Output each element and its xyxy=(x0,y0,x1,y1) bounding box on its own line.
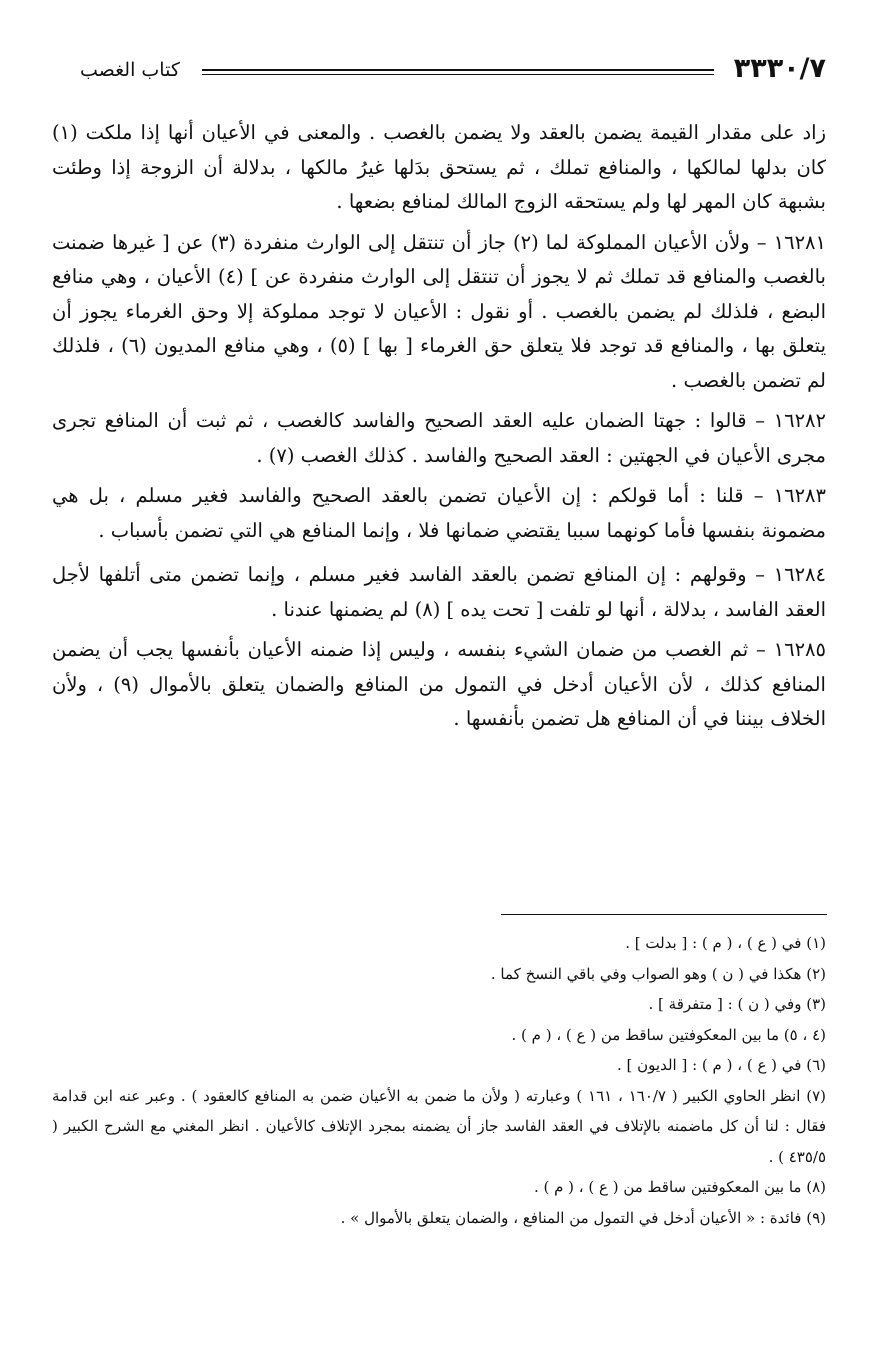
footnote: (٨) ما بين المعكوفتين ساقط من ( ع ) ، ( م ) . xyxy=(533,1178,826,1196)
book-title: كتاب الغصب xyxy=(80,59,180,81)
paragraph: ١٦٢٨١ – ولأن الأعيان المملوكة لما (٢) جاز أن تنتقل إلى الوارث منفردة (٣) عن [ غيرها ضمنت بالغصب والمنافع قد تملك ثم لا يجوز أن تنتقل إلى الوارث منفردة عن ] (٤) الأعيان ، وهي منافع البضع ، فلذلك لم يضمن بالغصب . أو نقول : الأعيان لا توجد مملوكة إلا وحق الغرماء يجوز أن يتعلق بها ، والمنافع قد توجد فلا يتعلق حق الغرماء [ بها ] (٥) ، وهي منافع المديون (٦) ، فلذلك لم تضمن بالغصب . xyxy=(52,230,826,392)
footnotes xyxy=(52,928,826,1233)
paragraph: ١٦٢٨٥ – ثم الغصب من ضمان الشيء بنفسه ، وليس إذا ضمنه الأعيان بأنفسها يجب أن يضمن المنافع كذلك ، لأن الأعيان أدخل في التمول من المنافع والضمان يتعلق بالأموال (٩) ، ولأن الخلاف بيننا في أن المنافع هل تضمن بأنفسها . xyxy=(52,638,826,730)
page-number: ٣٣٣٠/٧ xyxy=(733,53,826,84)
header-rule xyxy=(202,69,714,71)
paragraph: ١٦٢٨٢ – قالوا : جهتا الضمان عليه العقد الصحيح والفاسد كالغصب ، ثم ثبت أن المنافع تجرى مجرى الأعيان في الجهتين : العقد الصحيح والفاسد . كذلك الغصب (٧) . xyxy=(52,409,826,467)
footnote: (٦) في ( ع ) ، ( م ) : [ الديون ] . xyxy=(617,1056,826,1074)
header-rule-thin xyxy=(202,74,714,75)
footnote-separator xyxy=(501,914,827,915)
footnote: (٢) هكذا في ( ن ) وهو الصواب وفي باقي النسخ كما . xyxy=(490,964,826,983)
footnote: (٧) انظر الحاوي الكبير ( ١٦٠/٧ ، ١٦١ ) وعبارته ( ولأن ما ضمن به الأعيان ضمن به المنافع كالعقود ) . وعبر عنه ابن قدامة فقال : لنا أن كل ماضمنه بالإتلاف في العقد الفاسد جاز أن يضمنه بمجرد الإتلاف كالأعيان . انظر المغني مع الشرح الكبير ( ٤٣٥/٥ ) . xyxy=(52,1086,826,1166)
paragraph: ١٦٢٨٤ – وقولهم : إن المنافع تضمن بالعقد الفاسد فغير مسلم ، وإنما تضمن متى أتلفها لأجل العقد الفاسد ، بدلالة ، أنها لو تلفت [ تحت يده ] (٨) لم يضمنها عندنا . xyxy=(52,563,826,621)
footnote: (٣) وفي ( ن ) : [ متفرقة ] . xyxy=(648,995,826,1013)
footnote: (٤ ، ٥) ما بين المعكوفتين ساقط من ( ع ) ، ( م ) . xyxy=(511,1025,826,1044)
paragraph: زاد على مقدار القيمة يضمن بالعقد ولا يضمن بالغصب . والمعنى في الأعيان أنها إذا ملكت (١) كان بدلها لمالكها ، والمنافع تملك ، ثم يستحق بدَلها غيرُ مالكها ، بدلالة أن الزوجة إذا وطئت بشبهة كان المهر لها ولم يستحقه الزوج المالك لمنافع بضعها . xyxy=(52,121,826,213)
paragraph: ١٦٢٨٣ – قلنا : أما قولكم : إن الأعيان تضمن بالعقد الصحيح والفاسد فغير مسلم ، بل هي مضمونة بنفسها فأما كونهما سببا يقتضي ضمانها فلا ، وإنما المنافع هي التي تضمن بأسباب . xyxy=(52,484,826,542)
footnote: (١) في ( ع ) ، ( م ) : [ بدلت ] . xyxy=(625,934,826,952)
main-text xyxy=(52,116,826,743)
footnote: (٩) فائدة : « الأعيان أدخل في التمول من المنافع ، والضمان يتعلق بالأموال » . xyxy=(340,1208,826,1227)
page-header xyxy=(80,52,826,92)
